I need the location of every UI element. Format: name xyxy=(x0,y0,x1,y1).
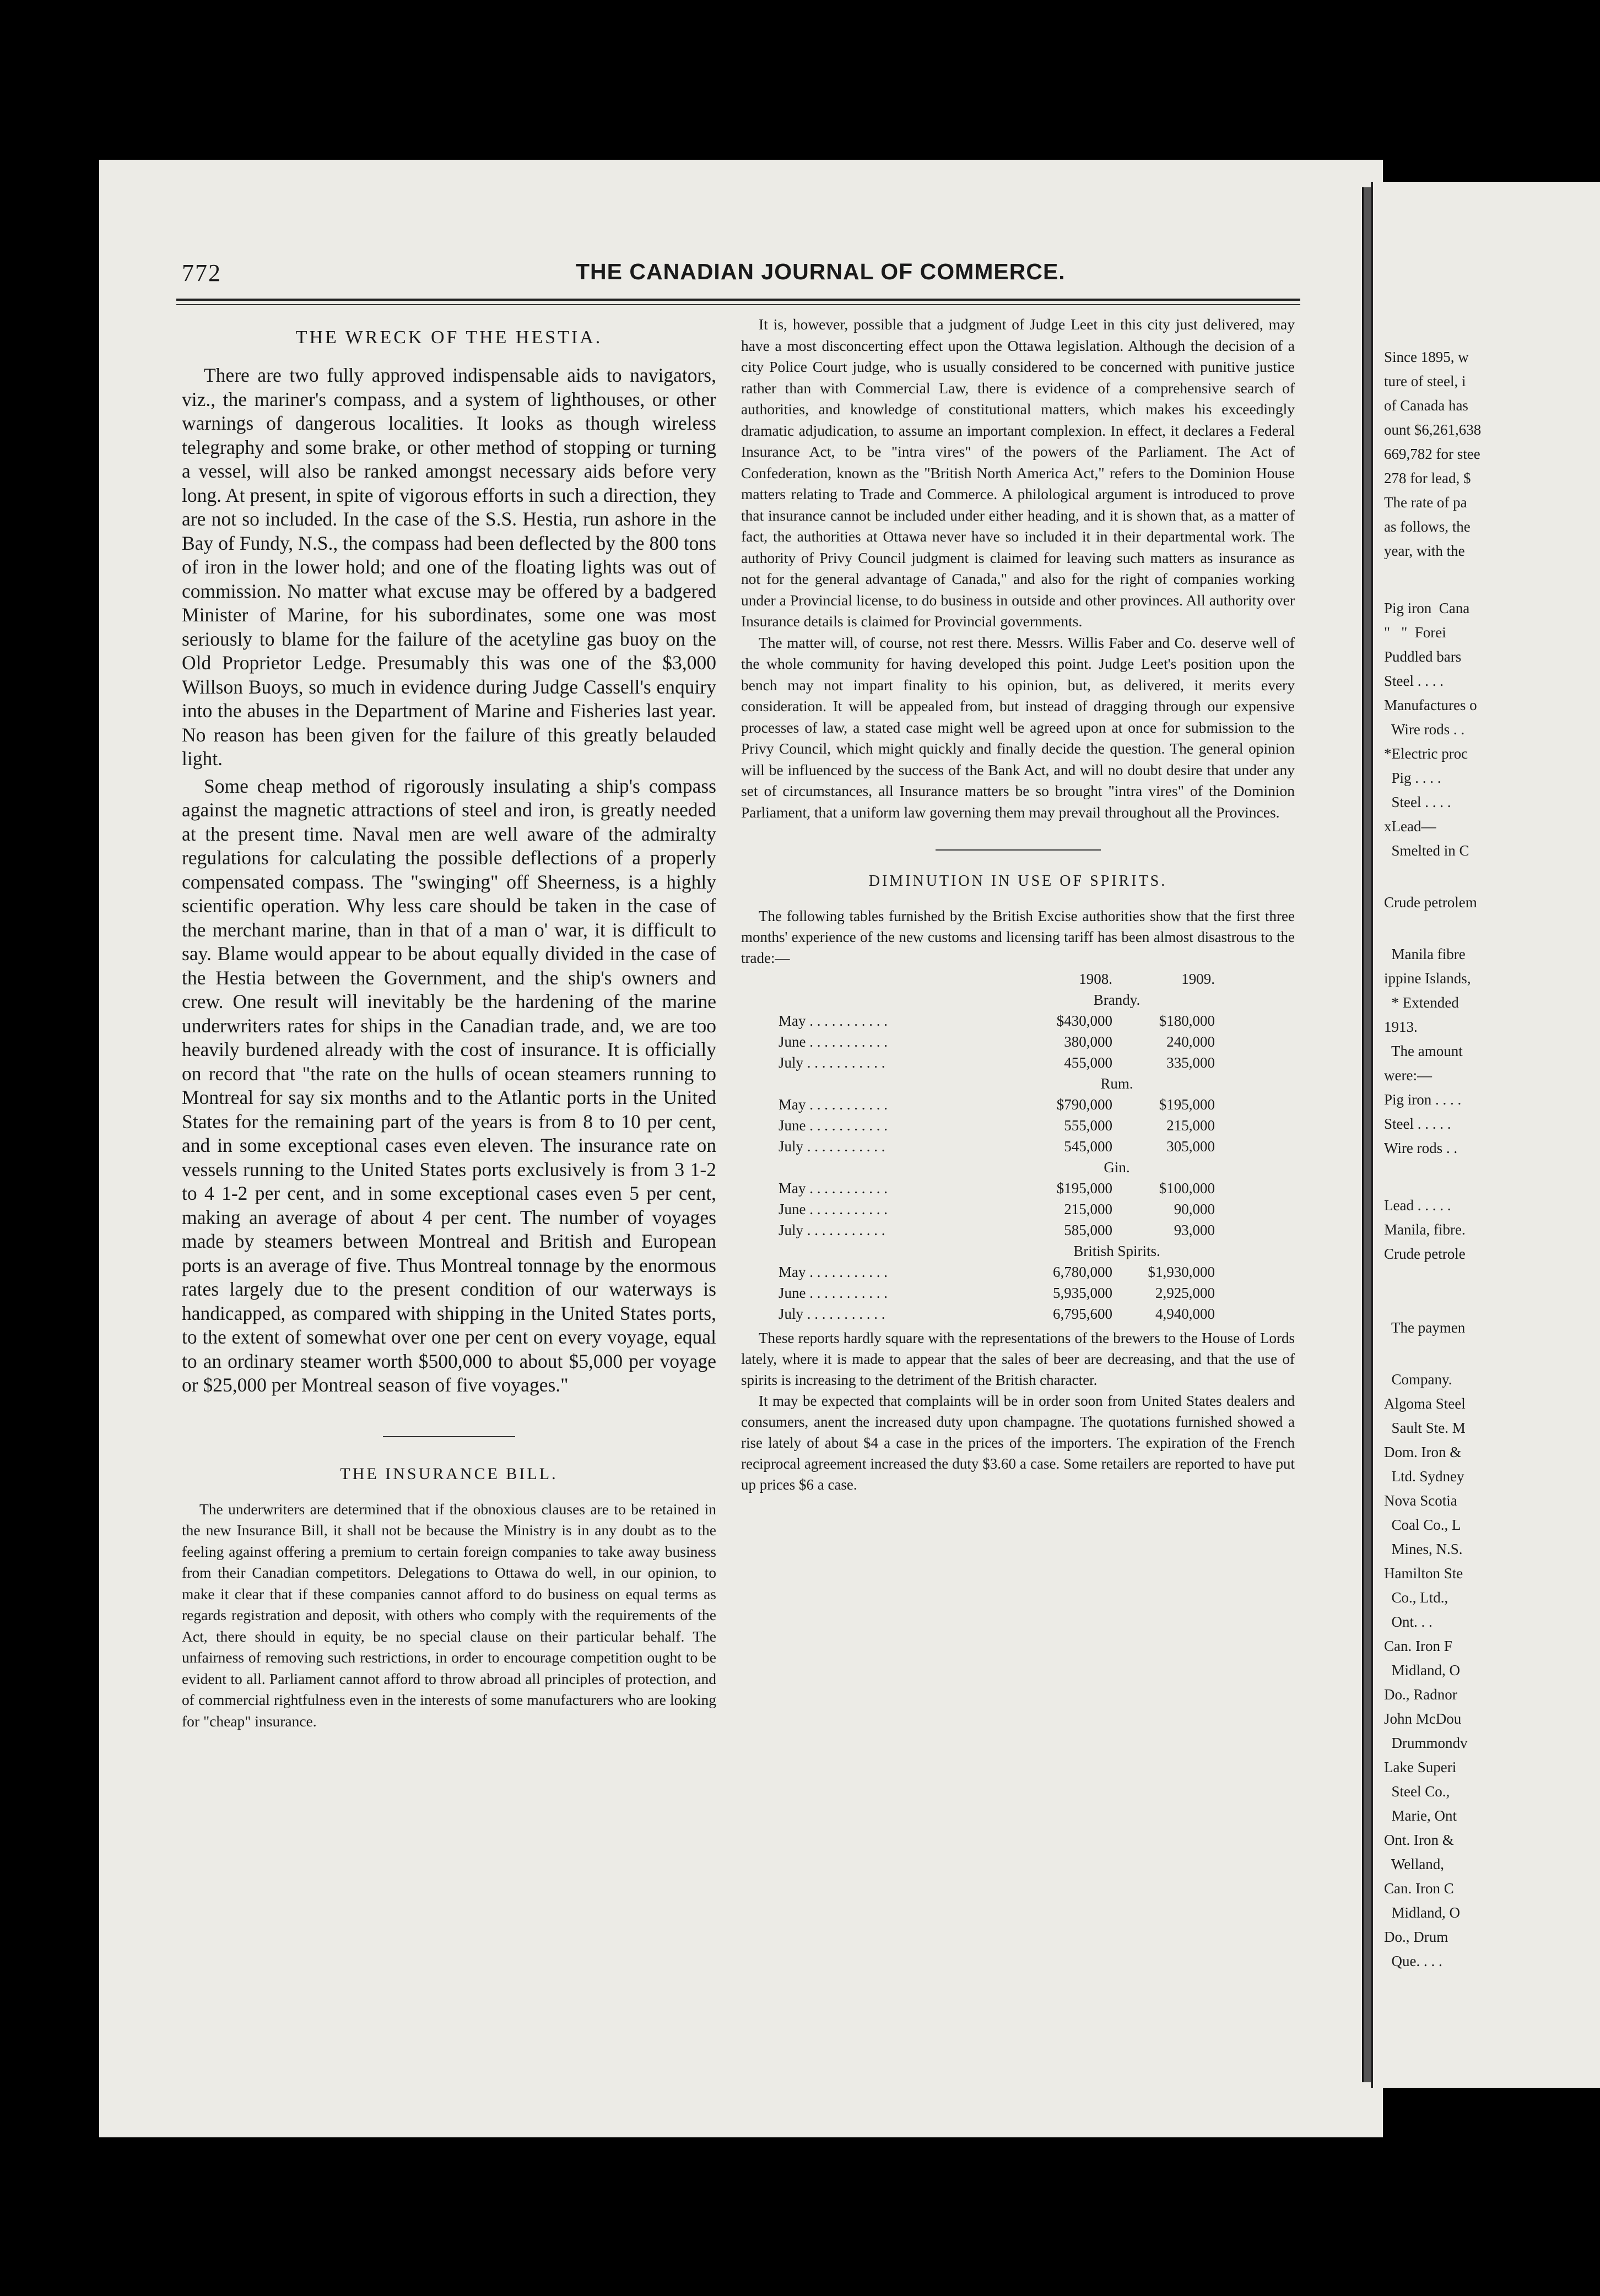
next-page-fragment: John McDou xyxy=(1384,1710,1462,1727)
next-page-fragment: Lake Superi xyxy=(1384,1759,1457,1775)
header-rule xyxy=(176,299,1300,301)
table-row: June . . . . . . . . . . . 380,000 240,000 xyxy=(774,1031,1219,1052)
value-1908: 6,780,000 xyxy=(1053,1264,1112,1280)
spirits-table xyxy=(774,968,1219,1324)
value-1908: 215,000 xyxy=(1064,1201,1112,1217)
month-label: July xyxy=(779,1306,804,1322)
value-1909: 305,000 xyxy=(1166,1138,1215,1155)
next-page-fragment: 669,782 for stee xyxy=(1384,446,1480,462)
next-page-fragment: Company. xyxy=(1384,1371,1452,1388)
next-page-fragment: Do., Drum xyxy=(1384,1929,1448,1945)
table-row: May . . . . . . . . . . . $790,000 $195,000 xyxy=(774,1094,1219,1115)
value-1909: 2,925,000 xyxy=(1155,1285,1215,1301)
value-1909: 240,000 xyxy=(1166,1033,1215,1050)
next-page-fragment: Pig . . . . xyxy=(1384,770,1441,786)
next-page-fragment: were:— xyxy=(1384,1067,1432,1084)
next-page-fragment: Que. . . . xyxy=(1384,1953,1442,1969)
insurance-paragraph: The matter will, of course, not rest there. Messrs. Willis Faber and Co. deserve well of the whole community for having developed this point. Judge Leet's position upon the bench may not impart finality to his opinion, but, as delivered, it merits every consideration. It will be appealed from, but instead of dragging through our expensive processes of law, a stated case might well be agreed upon at once for submission to the Privy Council, which might quickly and finally decide the question. The general opinion will be influenced by the success of the Bank Act, and will no doubt desire that under any set of circumstances, all Insurance matters be so brought "intra vires" of the Dominion Parliament, that a uniform law governing them may prevail throughout all the Provinces. xyxy=(741,633,1295,821)
next-page-fragment: Hamilton Ste xyxy=(1384,1565,1463,1582)
table-row: May . . . . . . . . . . . 6,780,000 $1,930,000 xyxy=(774,1261,1219,1282)
next-page-fragment: year, with the xyxy=(1384,543,1465,559)
next-page-fragment: Marie, Ont xyxy=(1384,1807,1457,1824)
value-1909: $180,000 xyxy=(1159,1012,1215,1029)
next-page-fragment: Coal Co., L xyxy=(1384,1517,1461,1533)
header-rule-thin xyxy=(176,304,1300,305)
month-label: June xyxy=(779,1117,806,1134)
value-1908: 6,795,600 xyxy=(1053,1306,1112,1322)
page-header xyxy=(182,259,1383,292)
left-column xyxy=(182,320,716,1732)
table-row: June . . . . . . . . . . . 215,000 90,000 xyxy=(774,1199,1219,1220)
next-page-fragment: Sault Ste. M xyxy=(1384,1420,1466,1436)
next-page-fragment: Algoma Steel xyxy=(1384,1395,1466,1412)
group-name: Gin. xyxy=(1104,1159,1130,1176)
value-1909: 335,000 xyxy=(1166,1054,1215,1071)
table-row: July . . . . . . . . . . . 545,000 305,000 xyxy=(774,1136,1219,1157)
value-1908: $430,000 xyxy=(1056,1012,1112,1029)
insurance-paragraph: It is, however, possible that a judgment of Judge Leet in this city just delivered, may have a most disconcerting effect upon the Ottawa legislation. Although the decision of a city Police Court judge, who is usually considered to be concerned with punitive justice rather than with Commercial Law, there is evidence of a comprehensive search of authorities, and knowledge of constitutional matters, which makes his exceedingly dramatic adjudication, to assume an important complexion. In effect, it declares a Federal Insurance Act, to be "intra vires" of the powers of the Parliament. The Act of Confederation, known as the "British North America Act," refers to the Dominion House matters relating to Trade and Commerce. A philological argument is introduced to prove that insurance cannot be included under either heading, and it is shown that, as a matter of fact, the authorities at Ottawa never have so included it in their departmental work. The authority of Privy Council judgment is claimed for leaving such matters as insurance as not for the general advantage of Canada," and also for the right of companies working under a Provincial license, to do business in outside and other provinces. All authority over Insurance details is claimed for Provincial governments. xyxy=(741,316,1295,630)
value-1908: 5,935,000 xyxy=(1053,1285,1112,1301)
next-page-fragment: ount $6,261,638 xyxy=(1384,421,1482,438)
wreck-article-title: THE WRECK OF THE HESTIA. xyxy=(295,327,603,348)
next-page-fragment: ture of steel, i xyxy=(1384,373,1466,389)
month-label: May xyxy=(779,1180,806,1196)
month-label: June xyxy=(779,1285,806,1301)
insurance-article-title: THE INSURANCE BILL. xyxy=(340,1464,558,1483)
next-page-fragment: Manufactures o xyxy=(1384,697,1477,713)
next-page-fragment: " " Forei xyxy=(1384,624,1446,641)
next-page-fragment: * Extended xyxy=(1384,994,1459,1011)
year-header-1908: 1908. xyxy=(1079,971,1112,987)
column-separator xyxy=(936,849,1101,851)
group-name: British Spirits. xyxy=(1073,1243,1160,1259)
next-page-fragment: The amount xyxy=(1384,1043,1463,1059)
year-header-1909: 1909. xyxy=(1181,971,1215,987)
next-page-fragment: Puddled bars xyxy=(1384,648,1462,665)
spirits-intro: The following tables furnished by the British Excise authorities show that the first three months' experience of the new customs and licensing tariff has been almost disastrous to the trade:— xyxy=(741,908,1295,966)
next-page-fragment: Nova Scotia xyxy=(1384,1492,1457,1509)
insurance-paragraph: The underwriters are determined that if the obnoxious clauses are to be retained in the new Insurance Bill, it shall not be because the Ministry is in any doubt as to the feeling against offering a premium to certain foreign companies to take away business from their Canadian competitors. Delegations to Ottawa do well, in our opinion, to make it clear that if these companies cannot afford to do business on equal terms as regards registration and deposit, with others who comply with the requirements of the Act, there should in equity, be no special clause on their particular behalf. The unfairness of removing such restrictions, in order to encourage competition ought to be evident to all. Parliament cannot afford to throw abroad all principles of protection, and of commercial rightfulness even in the interests of some manufacturers who are looking for "cheap" insurance. xyxy=(182,1500,716,1730)
next-page-fragment: Pig iron Cana xyxy=(1384,600,1470,616)
page-number: 772 xyxy=(182,259,221,286)
next-page-fragment: as follows, the xyxy=(1384,518,1471,535)
next-page-fragment: Mines, N.S. xyxy=(1384,1541,1463,1557)
next-page-fragment: Steel . . . . . xyxy=(1384,1115,1451,1132)
spirits-article-title: DIMINUTION IN USE OF SPIRITS. xyxy=(868,873,1167,890)
value-1909: $1,930,000 xyxy=(1148,1264,1215,1280)
next-page-fragment: ippine Islands, xyxy=(1384,970,1471,987)
month-label: July xyxy=(779,1138,804,1155)
next-page-fragment: The paymen xyxy=(1384,1319,1466,1336)
next-page-fragment: xLead— xyxy=(1384,818,1436,835)
value-1908: 455,000 xyxy=(1064,1054,1112,1071)
month-label: June xyxy=(779,1201,806,1217)
next-page-fragment: Ltd. Sydney xyxy=(1384,1468,1464,1485)
value-1908: $195,000 xyxy=(1056,1180,1112,1196)
value-1909: 93,000 xyxy=(1174,1222,1215,1238)
next-page-fragment: Wire rods . . xyxy=(1384,1140,1458,1156)
next-page-fragment: Pig iron . . . . xyxy=(1384,1091,1462,1108)
next-page-fragment: of Canada has xyxy=(1384,397,1468,414)
value-1909: 90,000 xyxy=(1174,1201,1215,1217)
next-page-fragment: Ont. Iron & xyxy=(1384,1832,1454,1848)
next-page-edge xyxy=(1371,182,1600,2088)
next-page-fragment: Welland, xyxy=(1384,1856,1445,1872)
next-page-fragment: 278 for lead, $ xyxy=(1384,470,1471,486)
spirits-paragraph: It may be expected that complaints will be in order soon from United States dealers and consumers, anent the increased duty upon champagne. The quotations furnished showed a rise lately of about $4 a case in the prices of the importers. The expiration of the French reciprocal agreement increased the duty $3.60 a case. Some retailers are reported to have put up prices $6 a case. xyxy=(741,1393,1295,1493)
month-label: July xyxy=(779,1054,804,1071)
next-page-fragment: Co., Ltd., xyxy=(1384,1589,1448,1606)
month-label: May xyxy=(779,1012,806,1029)
journal-page xyxy=(99,160,1383,2137)
value-1909: $195,000 xyxy=(1159,1096,1215,1113)
next-page-fragment: Dom. Iron & xyxy=(1384,1444,1462,1460)
value-1909: $100,000 xyxy=(1159,1180,1215,1196)
wreck-paragraph: Some cheap method of rigorously insulating a ship's compass against the magnetic attractions of steel and iron, is greatly needed at the present time. Naval men are well aware of the admiralty regulations for calculating the possible deflections of a properly compensated compass. The "swinging" off Sheerness, is a highly scientific operation. Why less care should be taken in the case of the merchant marine, than in that of a man o' war, it is difficult to say. Blame would appear to be about equally divided in the case of the Hestia between the Government, and the ship's owners and crew. One result will inevitably be the hardening of the marine underwriters rates for ships in the Canadian trade, and, we are too heavily burdened already with the cost of insurance. It is officially on record that "the rate on the hulls of ocean steamers running to Montreal for say six months and to the Atlantic ports in the United States for the remaining part of the years is from 8 to 10 per cent, and in some exceptional cases even eleven. The insurance rate on vessels running to the United States ports exclusively is from 3 1-2 to 4 1-2 per cent, and in some exceptional cases even 5 per cent, making an average of about 4 per cent. The number of voyages made by steamers between Montreal and British and European ports is an average of five. Thus Montreal tonnage by the enormous rates largely due to the present condition of our waterways is handicapped, as compared with shipping in the United States ports, to the extent of somewhat over one per cent on every voyage, equal to an ordinary steamer worth $500,000 to about $5,000 per voyage or $25,000 per Montreal season of five voyages." xyxy=(182,775,716,1396)
journal-title: THE CANADIAN JOURNAL OF COMMERCE. xyxy=(576,259,1066,284)
next-page-fragment: *Electric proc xyxy=(1384,745,1468,762)
value-1908: 585,000 xyxy=(1064,1222,1112,1238)
next-page-fragment: Drummondv xyxy=(1384,1735,1468,1751)
next-page-fragment: Midland, O xyxy=(1384,1662,1460,1678)
column-separator xyxy=(383,1436,515,1437)
next-page-fragment: Can. Iron C xyxy=(1384,1880,1454,1897)
spirits-paragraph: These reports hardly square with the representations of the brewers to the House of Lords lately, where it is made to appear that the sales of beer are decreasing, and that the use of spirits is increasing to the detriment of the British character. xyxy=(741,1330,1295,1388)
right-column xyxy=(741,314,1295,1495)
value-1908: $790,000 xyxy=(1056,1096,1112,1113)
next-page-fragment: Manila, fibre. xyxy=(1384,1221,1466,1238)
next-page-fragment: Can. Iron F xyxy=(1384,1638,1452,1654)
table-row: June . . . . . . . . . . . 5,935,000 2,925,000 xyxy=(774,1282,1219,1303)
table-row: July . . . . . . . . . . . 6,795,600 4,940,000 xyxy=(774,1303,1219,1324)
next-page-fragment: Ont. . . xyxy=(1384,1613,1433,1630)
table-row: July . . . . . . . . . . . 585,000 93,000 xyxy=(774,1220,1219,1241)
group-name: Brandy. xyxy=(1093,992,1140,1008)
next-page-fragment: The rate of pa xyxy=(1384,494,1467,511)
table-row: May . . . . . . . . . . . $195,000 $100,000 xyxy=(774,1178,1219,1199)
month-label: May xyxy=(779,1096,806,1113)
month-label: July xyxy=(779,1222,804,1238)
next-page-fragment: 1913. xyxy=(1384,1019,1418,1035)
table-row: June . . . . . . . . . . . 555,000 215,000 xyxy=(774,1115,1219,1136)
value-1908: 380,000 xyxy=(1064,1033,1112,1050)
next-page-fragment: Steel Co., xyxy=(1384,1783,1450,1800)
next-page-fragment: Lead . . . . . xyxy=(1384,1197,1451,1214)
value-1908: 555,000 xyxy=(1064,1117,1112,1134)
next-page-fragment: Smelted in C xyxy=(1384,842,1469,859)
next-page-fragment: Steel . . . . xyxy=(1384,794,1451,810)
next-page-fragment: Wire rods . . xyxy=(1384,721,1465,738)
next-page-fragment: Do., Radnor xyxy=(1384,1686,1457,1703)
value-1908: 545,000 xyxy=(1064,1138,1112,1155)
month-label: June xyxy=(779,1033,806,1050)
value-1909: 4,940,000 xyxy=(1155,1306,1215,1322)
table-row: July . . . . . . . . . . . 455,000 335,000 xyxy=(774,1052,1219,1073)
month-label: May xyxy=(779,1264,806,1280)
table-row: May . . . . . . . . . . . $430,000 $180,000 xyxy=(774,1010,1219,1031)
next-page-fragment: Crude petrole xyxy=(1384,1246,1466,1262)
next-page-fragment: Since 1895, w xyxy=(1384,349,1469,365)
next-page-fragment: Crude petrolem xyxy=(1384,894,1477,911)
value-1909: 215,000 xyxy=(1166,1117,1215,1134)
wreck-paragraph: There are two fully approved indispensable aids to navigators, viz., the mariner's compass, and a system of lighthouses, or other warnings of dangerous localities. It looks as though wireless telegraphy and some brake, or other method of stopping or turning a vessel, will also be ranked amongst necessary aids before very long. At present, in spite of vigorous efforts in such a direction, they are not so included. In the case of the S.S. Hestia, run ashore in the Bay of Fundy, N.S., the compass had been deflected by the 800 tons of iron in the lower hold; and one of the floating lights was out of commission. No matter what excuse may be offered by a badgered Minister of Marine, for his subordinates, some one was most seriously to blame for the failure of the acetyline gas buoy on the Old Proprietor Ledge. Presumably this was one of the $3,000 Willson Buoys, so much in evidence during Judge Cassell's enquiry into the abuses in the Department of Marine and Fisheries last year. No reason has been given for the failure of this greatly belauded light. xyxy=(182,364,716,770)
next-page-fragment: Midland, O xyxy=(1384,1904,1460,1921)
next-page-fragment: Steel . . . . xyxy=(1384,673,1444,689)
group-name: Rum. xyxy=(1100,1075,1133,1092)
next-page-fragment: Manila fibre xyxy=(1384,946,1466,962)
